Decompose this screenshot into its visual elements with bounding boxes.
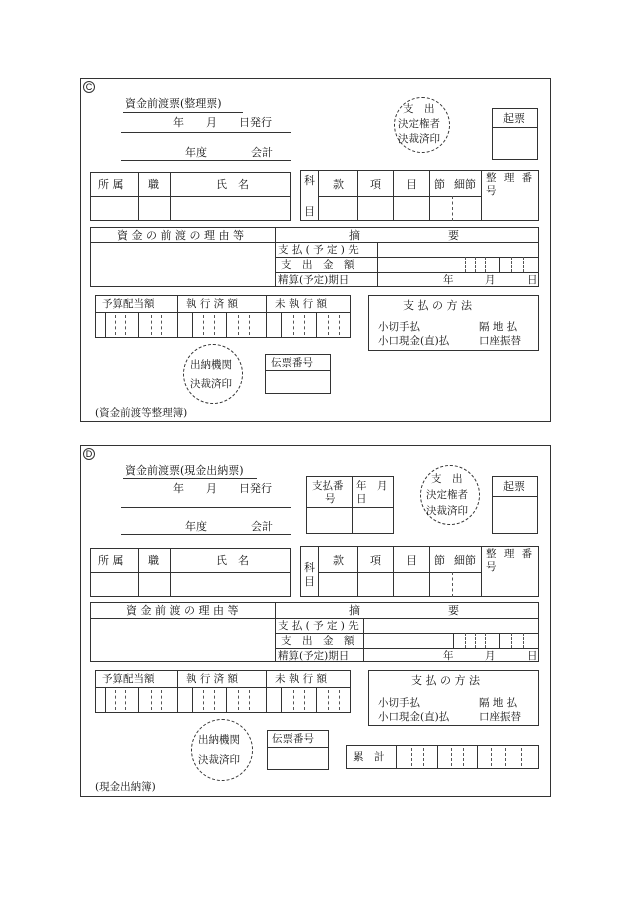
kihyo-label: 起票 — [503, 480, 525, 493]
row-settlement-date: 精算(予定)期日 — [278, 274, 350, 286]
col-saisetsu: 細節 — [454, 554, 476, 567]
stamp-bottom-2: 決裁済印 — [190, 378, 232, 390]
settlement-date-ymd: 年 月 日 — [443, 274, 538, 286]
amount-executed: 執 行 済 額 — [186, 298, 239, 310]
row-payee: 支 払 ( 予 定 ) 先 — [278, 620, 359, 632]
pay-transfer: 口座振替 — [479, 711, 521, 723]
col-kou: 項 — [370, 178, 381, 191]
form-mark: C — [83, 81, 95, 93]
tekiyo-header: 摘 要 — [349, 604, 459, 617]
pay-transfer: 口座振替 — [479, 335, 521, 347]
kihyo-label: 起票 — [503, 112, 525, 125]
payment-method-title: 支 払 の 方 法 — [403, 299, 472, 312]
payment-number-2: 号 — [325, 493, 336, 505]
stamp-text-1: 支 出 — [403, 103, 435, 115]
reason-header: 資 金 の 前 渡 の 理 由 等 — [117, 229, 244, 242]
seiri-bango-1: 整 理 番 — [486, 172, 535, 184]
stamp-bottom-1: 出納機関 — [198, 734, 240, 746]
col-kou: 項 — [370, 554, 381, 567]
stamp-bottom-2: 決裁済印 — [198, 754, 240, 766]
stamp-text-2: 決定権者 — [398, 118, 440, 130]
issue-date-line: 年 月 日発行 — [173, 482, 272, 495]
col-ka: 科 — [304, 561, 315, 574]
pay-remote: 隔 地 払 — [479, 321, 518, 333]
payment-number-1: 支払番 — [312, 480, 344, 492]
row-settlement-date: 精算(予定)期日 — [278, 650, 350, 662]
col-kan: 款 — [333, 554, 344, 567]
amount-unexecuted: 未 執 行 額 — [275, 673, 328, 685]
stamp-text-2: 決定権者 — [426, 489, 468, 501]
voucher-number-label: 伝票番号 — [271, 357, 313, 369]
payment-method-title: 支 払 の 方 法 — [411, 674, 480, 687]
seiri-bango-1: 整 理 番 — [486, 548, 535, 560]
amount-budget: 予算配当額 — [102, 298, 155, 310]
col-moku-under: 目 — [304, 205, 315, 218]
col-moku-under: 目 — [304, 575, 315, 588]
pay-remote: 隔 地 払 — [479, 697, 518, 709]
pay-petty-cash: 小口現金(直)払 — [378, 335, 450, 347]
stamp-bottom-1: 出納機関 — [190, 359, 232, 371]
pay-check: 小切手払 — [378, 321, 420, 333]
form-footer: (現金出納簿) — [95, 781, 156, 793]
pay-check: 小切手払 — [378, 697, 420, 709]
col-ka: 科 — [304, 174, 315, 187]
reason-header: 資 金 前 渡 の 理 由 等 — [126, 604, 239, 617]
stamp-text-3: 決裁済印 — [398, 133, 440, 145]
stamp-text-3: 決裁済印 — [426, 505, 468, 517]
fiscal-year-line: 年度 会計 — [185, 146, 273, 159]
col-setsu: 節 — [434, 178, 445, 191]
issue-date-line: 年 月 日発行 — [173, 116, 272, 129]
stamp-text-1: 支 出 — [431, 473, 463, 485]
amount-budget: 予算配当額 — [102, 673, 155, 685]
tekiyo-header: 摘 要 — [349, 229, 459, 242]
treasury-stamp — [183, 344, 243, 404]
amount-unexecuted: 未 執 行 額 — [275, 298, 328, 310]
col-shozoku: 所 属 — [98, 178, 124, 191]
col-moku: 目 — [406, 178, 417, 191]
col-shozoku: 所 属 — [98, 554, 124, 567]
voucher-number-label: 伝票番号 — [272, 733, 314, 745]
form-title: 資金前渡票(整理票) — [125, 97, 222, 110]
form-d — [80, 445, 551, 797]
col-setsu: 節 — [434, 554, 445, 567]
fiscal-year-line: 年度 会計 — [185, 520, 273, 533]
nengappi-1: 年 月 — [356, 480, 388, 492]
cumulative-total-label: 累 計 — [353, 751, 385, 763]
row-payee: 支 払 ( 予 定 ) 先 — [278, 244, 359, 256]
treasury-stamp — [191, 719, 253, 781]
amount-executed: 執 行 済 額 — [186, 673, 239, 685]
seiri-bango-2: 号 — [486, 561, 497, 573]
form-mark: D — [83, 448, 95, 460]
form-c — [80, 78, 551, 422]
row-amount: 支 出 金 額 — [281, 635, 355, 647]
col-shimei: 氏 名 — [216, 554, 249, 567]
col-shimei: 氏 名 — [216, 178, 249, 191]
col-saisetsu: 細節 — [454, 178, 476, 191]
seiri-bango-2: 号 — [486, 185, 497, 197]
form-title: 資金前渡票(現金出納票) — [125, 464, 244, 477]
col-kan: 款 — [333, 178, 344, 191]
pay-petty-cash: 小口現金(直)払 — [378, 711, 450, 723]
col-shoku: 職 — [148, 554, 159, 567]
col-moku: 目 — [406, 554, 417, 567]
form-footer: (資金前渡等整理簿) — [95, 407, 188, 419]
row-amount: 支 出 金 額 — [281, 259, 355, 271]
settlement-date-ymd: 年 月 日 — [443, 650, 538, 662]
nengappi-2: 日 — [356, 493, 367, 505]
col-shoku: 職 — [148, 178, 159, 191]
